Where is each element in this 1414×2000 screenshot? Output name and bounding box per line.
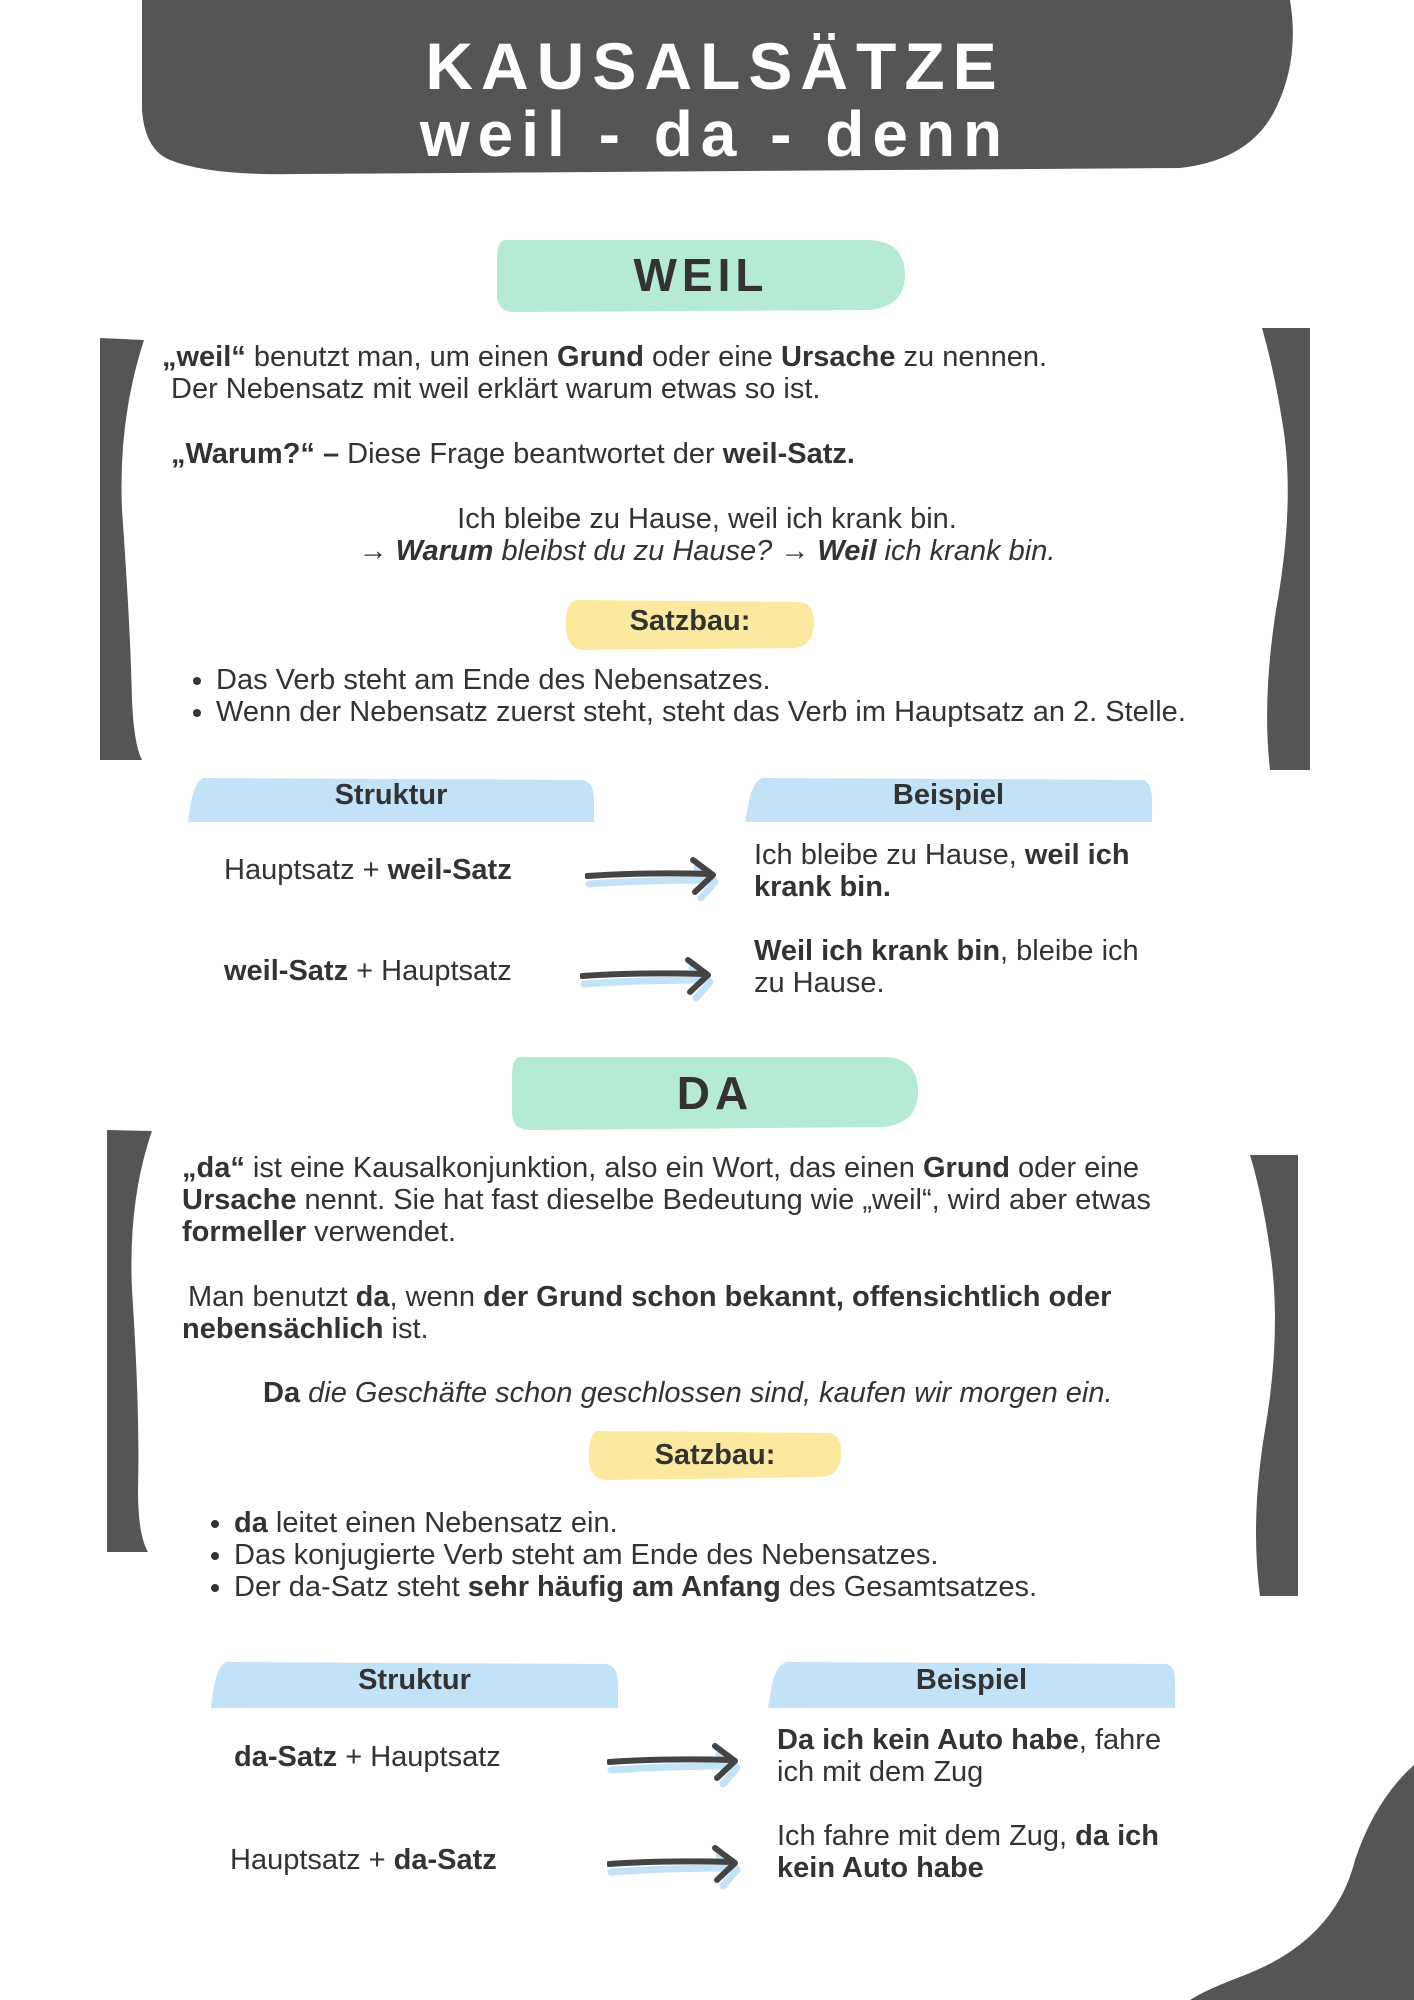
da-example-1: Da ich kein Auto habe, fahre ich mit dem Zug [777, 1724, 1162, 1788]
da-example-sentence: Da die Geschäfte schon geschlossen sind, kaufen wir morgen ein. [263, 1377, 1113, 1409]
corner-blob [1190, 1765, 1414, 2000]
page-subtitle: weil - da - denn [419, 98, 1011, 170]
page-title: KAUSALSÄTZE [425, 29, 1005, 103]
weil-example-question: → Warum bleibst du zu Hause? → Weil ich krank bin. [358, 535, 1056, 567]
list-item: • Der da-Satz steht sehr häufig am Anfang des Gesamtsatzes. [234, 1571, 1274, 1603]
da-section-label: DA [676, 1067, 754, 1119]
weil-satzbau-list [180, 664, 1266, 728]
list-item: • Das konjugierte Verb steht am Ende des Nebensatzes. [234, 1539, 1274, 1571]
da-struktur-header: Struktur [358, 1664, 471, 1696]
da-intro: „da“ ist eine Kausalkonjunktion, also ein Wort, das einen Grund oder eine Ursache nennt. Sie hat fast dieselbe Bedeutung wie „weil“, wird aber etwas formeller verwendet. [182, 1152, 1151, 1248]
arrow-right-icon [580, 948, 720, 1004]
weil-struktur-header: Struktur [334, 779, 448, 811]
da-beispiel-header: Beispiel [915, 1664, 1028, 1696]
weil-beispiel-header: Beispiel [892, 779, 1005, 811]
weil-question: „Warum?“ – Diese Frage beantwortet der weil-Satz. [171, 438, 855, 470]
list-item: • Wenn der Nebensatz zuerst steht, steht das Verb im Hauptsatz an 2. Stelle. [216, 696, 1266, 728]
da-structure-1: da-Satz + Hauptsatz [234, 1741, 501, 1773]
weil-section-label: WEIL [633, 249, 769, 301]
arrow-right-icon [585, 848, 725, 904]
da-left-bracket [107, 1130, 152, 1552]
da-structure-2: Hauptsatz + da-Satz [230, 1844, 497, 1876]
da-satzbau-list [198, 1507, 1274, 1603]
list-item: • Das Verb steht am Ende des Nebensatzes. [216, 664, 1266, 696]
arrow-right-icon [607, 1734, 747, 1790]
da-example-2: Ich fahre mit dem Zug, da ich kein Auto habe [777, 1820, 1159, 1884]
weil-example-1: Ich bleibe zu Hause, weil ich krank bin. [754, 839, 1130, 903]
da-satzbau-label: Satzbau: [654, 1439, 776, 1471]
arrow-right-icon [607, 1836, 747, 1892]
list-item: • da leitet einen Nebensatz ein. [234, 1507, 1274, 1539]
weil-example-sentence: Ich bleibe zu Hause, weil ich krank bin. [457, 503, 957, 535]
weil-right-bracket [1262, 328, 1310, 770]
weil-intro-line2: Der Nebensatz mit weil erklärt warum etwas so ist. [171, 373, 821, 405]
weil-satzbau-label: Satzbau: [629, 605, 751, 637]
da-usage: Man benutzt da, wenn der Grund schon bekannt, offensichtlich oder nebensächlich ist. [182, 1281, 1112, 1345]
weil-structure-2: weil-Satz + Hauptsatz [224, 955, 512, 987]
weil-example-2: Weil ich krank bin, bleibe ich zu Hause. [754, 935, 1139, 999]
weil-structure-1: Hauptsatz + weil-Satz [224, 854, 512, 886]
weil-intro-line1: „weil“ benutzt man, um einen Grund oder eine Ursache zu nennen. [162, 341, 1048, 373]
weil-left-bracket [100, 338, 144, 760]
